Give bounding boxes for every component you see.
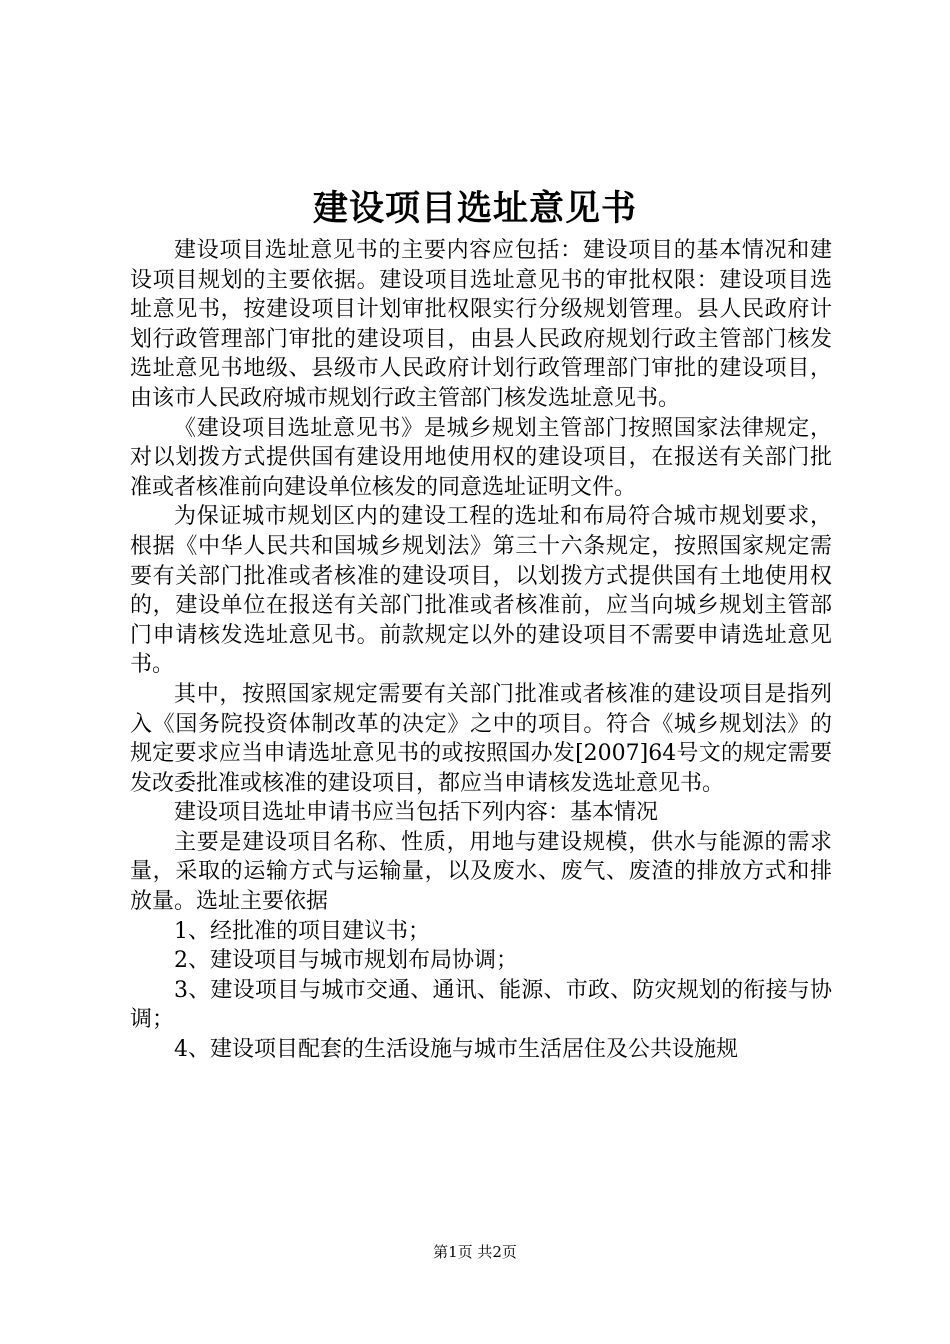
- list-item-2: 2、建设项目与城市规划布局协调；: [174, 948, 518, 974]
- list-item-3: 3、建设项目与城市交通、通讯、能源、市政、防灾规划的衔接与协调；: [130, 977, 832, 1033]
- paragraph-scope: 其中，按照国家规定需要有关部门批准或者核准的建设项目是指列入《国务院投资体制改革的决定》之中的项目。符合《城乡规划法》的规定要求应当申请选址意见书的或按照国办发[2007]64号文的规定需要发改委批准或核准的建设项目，都应当申请核发选址意见书。: [130, 681, 832, 796]
- paragraph-definition: 《建设项目选址意见书》是城乡规划主管部门按照国家法律规定，对以划拨方式提供国有建设用地使用权的建设项目，在报送有关部门批准或者核准前向建设单位核发的同意选址证明文件。: [130, 415, 832, 500]
- list-item-4: 4、建设项目配套的生活设施与城市生活居住及公共设施规: [174, 1037, 738, 1063]
- paragraph-intro: 建设项目选址意见书的主要内容应包括：建设项目的基本情况和建设项目规划的主要依据。建设项目选址意见书的审批权限：建设项目选址意见书，按建设项目计划审批权限实行分级规划管理。县人民政府计划行政管理部门审批的建设项目，由县人民政府规划行政主管部门核发选址意见书地级、县级市人民政府计划行政管理部门审批的建设项目，由该市人民政府城市规划行政主管部门核发选址意见书。: [130, 238, 832, 411]
- paragraph-legal-basis: 为保证城市规划区内的建设工程的选址和布局符合城市规划要求，根据《中华人民共和国城乡规划法》第三十六条规定，按照国家规定需要有关部门批准或者核准的建设项目，以划拨方式提供国有土地使用权的，建设单位在报送有关部门批准或者核准前，应当向城乡规划主管部门申请核发选址意见书。前款规定以外的建设项目不需要申请选址意见书。: [130, 504, 832, 678]
- page-footer: 第1页 共2页: [433, 1243, 517, 1261]
- paragraph-basic-info: 主要是建设项目名称、性质，用地与建设规模，供水与能源的需求量，采取的运输方式与运输量，以及废水、废气、废渣的排放方式和排放量。选址主要依据: [130, 829, 832, 915]
- paragraph-application-contents: 建设项目选址申请书应当包括下列内容：基本情况: [174, 800, 659, 826]
- document-title: 建设项目选址意见书: [312, 188, 637, 229]
- list-item-1: 1、经批准的项目建议书；: [174, 918, 430, 944]
- document-body: [130, 236, 832, 1065]
